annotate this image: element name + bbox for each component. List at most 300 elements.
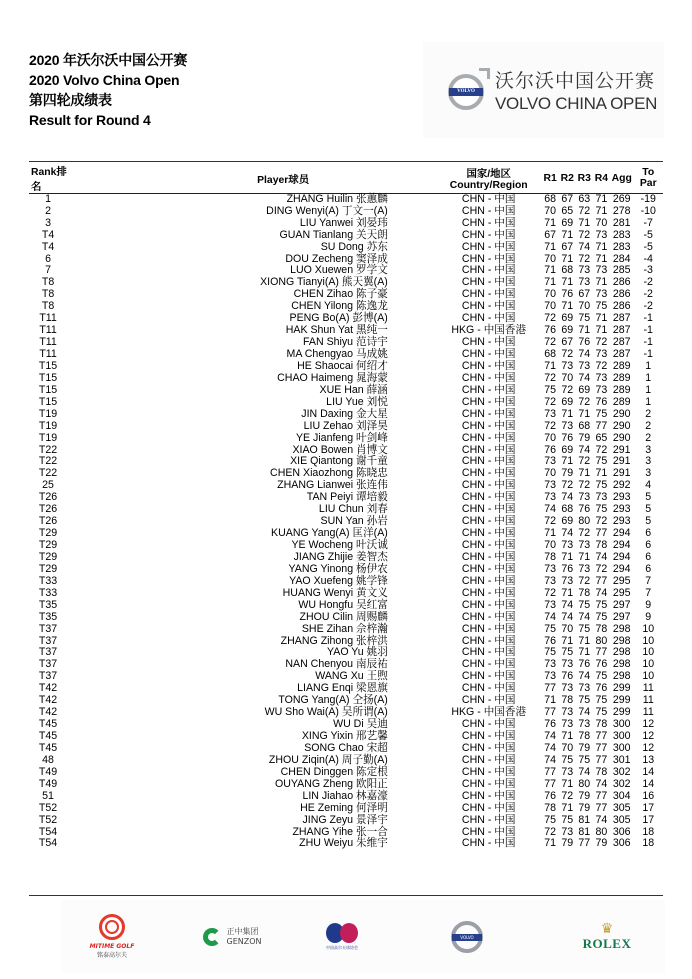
- cell-to-par: 6: [645, 539, 652, 552]
- cell-player: OUYANG Zheng 欧阳正: [274, 777, 388, 790]
- cell-to-par: 13: [642, 753, 655, 766]
- cell-r3: 72: [578, 204, 591, 217]
- cell-r2: 69: [561, 395, 574, 408]
- cell-r4: 73: [595, 491, 608, 504]
- cell-r3: 73: [578, 276, 591, 289]
- cell-to-par: 2: [645, 407, 652, 420]
- volvo-icon: VOLVO: [451, 921, 483, 953]
- cell-country: CHN - 中国: [461, 646, 516, 659]
- cell-r4: 75: [595, 300, 608, 313]
- cell-country: CHN - 中国: [461, 407, 516, 420]
- cell-r2: 73: [561, 718, 574, 731]
- cell-r3: 74: [578, 610, 591, 623]
- cell-player: LIANG Enqi 梁恩旗: [297, 682, 388, 695]
- cell-rank: T35: [38, 598, 58, 611]
- cell-to-par: -1: [643, 348, 653, 361]
- cell-rank: T29: [38, 539, 58, 552]
- cell-r2: 72: [561, 479, 574, 492]
- cell-rank: T49: [38, 765, 58, 778]
- sponsor-rolex-logo: ♛ ROLEX: [582, 920, 632, 951]
- cell-country: CHN - 中国: [461, 765, 516, 778]
- swirl-icon: [99, 914, 125, 940]
- cell-player: CHEN Zihao 陈子豪: [293, 288, 388, 301]
- table-row: [29, 241, 663, 253]
- cell-player: ZHANG Huilin 张蕙麟: [286, 193, 388, 206]
- cell-r3: 81: [578, 813, 591, 826]
- cell-r1: 76: [544, 789, 557, 802]
- cell-agg: 298: [612, 622, 631, 635]
- cell-country: CHN - 中国: [461, 491, 516, 504]
- cell-r3: 75: [578, 753, 591, 766]
- cell-r1: 71: [544, 264, 557, 277]
- cell-r2: 72: [561, 383, 574, 396]
- cell-country: CHN - 中国: [461, 383, 516, 396]
- cell-r3: 79: [578, 789, 591, 802]
- cell-r1: 77: [544, 682, 557, 695]
- cell-r4: 78: [595, 539, 608, 552]
- cell-r4: 72: [595, 562, 608, 575]
- cell-agg: 291: [612, 455, 631, 468]
- cell-r4: 77: [595, 789, 608, 802]
- cell-country: CHN - 中国: [461, 312, 516, 325]
- cell-agg: 291: [612, 467, 631, 480]
- cell-r2: 79: [561, 467, 574, 480]
- cell-agg: 294: [612, 550, 631, 563]
- cell-r1: 77: [544, 765, 557, 778]
- cell-rank: T26: [38, 515, 58, 528]
- cell-r2: 76: [561, 670, 574, 683]
- cell-r1: 73: [544, 670, 557, 683]
- table-bottom-rule: [29, 895, 663, 896]
- col-header-r2: R2: [559, 163, 576, 194]
- cell-to-par: -2: [643, 276, 653, 289]
- cell-agg: 283: [612, 228, 631, 241]
- cell-rank: T29: [38, 527, 58, 540]
- cell-player: XIONG Tianyi(A) 熊天翼(A): [260, 276, 388, 289]
- cell-to-par: 6: [645, 550, 652, 563]
- cell-player: ZHU Weiyu 朱维宇: [299, 837, 388, 850]
- table-header-row: [29, 163, 663, 194]
- cell-player: KUANG Yang(A) 匡洋(A): [271, 527, 388, 540]
- cell-r3: 71: [578, 550, 591, 563]
- cell-r1: 72: [544, 515, 557, 528]
- cell-rank: 51: [42, 789, 54, 802]
- cell-r2: 69: [561, 515, 574, 528]
- cell-rank: T11: [39, 348, 57, 361]
- cell-r1: 75: [544, 813, 557, 826]
- cell-rank: T22: [38, 467, 58, 480]
- cell-rank: T45: [38, 730, 58, 743]
- cell-to-par: 1: [645, 395, 652, 408]
- cell-rank: T33: [38, 586, 58, 599]
- cell-r2: 69: [561, 443, 574, 456]
- cell-rank: T29: [38, 562, 58, 575]
- cell-rank: T19: [38, 419, 58, 432]
- cell-r2: 71: [561, 550, 574, 563]
- cell-r3: 68: [578, 419, 591, 432]
- table-row: [29, 552, 663, 564]
- cell-r4: 74: [595, 813, 608, 826]
- cell-r1: 73: [544, 479, 557, 492]
- cell-to-par: -3: [643, 264, 653, 277]
- cell-r4: 77: [595, 574, 608, 587]
- cell-country: CHN - 中国: [461, 371, 516, 384]
- table-row: [29, 707, 663, 719]
- cell-r4: 78: [595, 622, 608, 635]
- table-row: [29, 576, 663, 588]
- cell-to-par: 3: [645, 443, 652, 456]
- table-row: [29, 719, 663, 731]
- cell-country: CHN - 中国: [461, 288, 516, 301]
- table-row: [29, 205, 663, 217]
- cell-r2: 71: [561, 252, 574, 265]
- cell-player: FAN Shiyu 范诗宇: [303, 336, 388, 349]
- cell-rank: T11: [39, 324, 57, 337]
- cell-r1: 71: [544, 216, 557, 229]
- cell-agg: 289: [612, 371, 631, 384]
- cell-r1: 72: [544, 312, 557, 325]
- cell-rank: 25: [42, 479, 54, 492]
- cell-r1: 74: [544, 610, 557, 623]
- cell-r3: 74: [578, 765, 591, 778]
- cell-r3: 72: [578, 455, 591, 468]
- table-body: [29, 194, 663, 851]
- cell-rank: T37: [38, 634, 58, 647]
- cell-rank: T45: [38, 741, 58, 754]
- cell-to-par: -10: [640, 204, 656, 217]
- cell-r3: 80: [578, 777, 591, 790]
- cell-agg: 294: [612, 562, 631, 575]
- cell-r2: 76: [561, 431, 574, 444]
- cell-player: LIU Chun 刘春: [318, 503, 388, 516]
- cell-to-par: 11: [642, 694, 654, 707]
- cell-r1: 71: [544, 240, 557, 253]
- cell-rank: T22: [38, 443, 58, 456]
- cell-rank: T26: [38, 503, 58, 516]
- cell-player: SU Dong 苏东: [320, 240, 388, 253]
- cell-country: CHN - 中国: [461, 777, 516, 790]
- cell-to-par: -1: [643, 312, 653, 325]
- cell-player: ZHANG Yihe 张一合: [292, 825, 388, 838]
- title-line-en-round: Result for Round 4: [29, 112, 151, 128]
- cell-r4: 74: [595, 550, 608, 563]
- cell-r3: 72: [578, 527, 591, 540]
- table-row: [29, 408, 663, 420]
- cell-country: CHN - 中国: [461, 610, 516, 623]
- cell-r3: 69: [578, 383, 591, 396]
- cell-r4: 70: [595, 216, 608, 229]
- cell-player: CHEN Xiaozhong 陈晓忠: [270, 467, 388, 480]
- cell-rank: 1: [45, 193, 51, 206]
- cell-r4: 71: [595, 312, 608, 325]
- cell-r3: 73: [578, 562, 591, 575]
- cell-r3: 81: [578, 825, 591, 838]
- cell-player: WU Hongfu 吴红富: [298, 598, 388, 611]
- cell-to-par: 16: [642, 789, 655, 802]
- cell-player: HAK Shun Yat 黑纯一: [285, 324, 388, 337]
- cell-r1: 72: [544, 419, 557, 432]
- cell-player: DOU Zecheng 窦泽成: [285, 252, 388, 265]
- cell-player: HUANG Wenyi 黄文义: [282, 586, 388, 599]
- sponsor-volvo-logo: [437, 900, 497, 973]
- table-row: [29, 755, 663, 767]
- cell-country: CHN - 中国: [461, 574, 516, 587]
- cell-to-par: 2: [645, 419, 652, 432]
- cell-r3: 79: [578, 431, 591, 444]
- cell-to-par: 3: [645, 467, 652, 480]
- cell-r3: 75: [578, 694, 591, 707]
- col-header-rank: Rank排名: [29, 163, 67, 194]
- cell-r4: 73: [595, 348, 608, 361]
- cell-r1: 77: [544, 777, 557, 790]
- cell-agg: 290: [612, 419, 631, 432]
- cell-r2: 75: [561, 646, 574, 659]
- cell-rank: T29: [38, 550, 58, 563]
- cell-country: CHN - 中国: [461, 336, 516, 349]
- cell-country: CHN - 中国: [461, 503, 516, 516]
- cell-to-par: 1: [645, 371, 652, 384]
- cell-r2: 67: [561, 240, 574, 253]
- cell-r4: 71: [595, 276, 608, 289]
- cell-rank: T19: [38, 431, 58, 444]
- cell-r4: 78: [595, 718, 608, 731]
- table-row: [29, 767, 663, 779]
- cell-agg: 300: [612, 730, 631, 743]
- cell-country: CHN - 中国: [461, 539, 516, 552]
- cell-to-par: -2: [643, 300, 653, 313]
- cell-agg: 300: [612, 741, 631, 754]
- cell-r3: 78: [578, 730, 591, 743]
- cell-player: JING Zeyu 景泽宇: [302, 813, 388, 826]
- cell-country: CHN - 中国: [461, 718, 516, 731]
- sponsor-mitime-logo: MITIME GOLF 铭泰高尔夫: [67, 900, 157, 973]
- cell-agg: 287: [612, 336, 631, 349]
- cell-agg: 287: [612, 312, 631, 325]
- table-row: [29, 743, 663, 755]
- cell-agg: 290: [612, 407, 631, 420]
- cell-player: HE Zeming 何泽明: [300, 801, 388, 814]
- cell-rank: T15: [38, 395, 58, 408]
- cell-r1: 73: [544, 562, 557, 575]
- cell-country: CHN - 中国: [461, 694, 516, 707]
- cell-player: JIANG Zhijie 姜智杰: [293, 550, 388, 563]
- cell-country: CHN - 中国: [461, 562, 516, 575]
- cell-to-par: 14: [642, 777, 655, 790]
- cell-r3: 76: [578, 336, 591, 349]
- cell-rank: T15: [38, 383, 58, 396]
- cell-player: YAO Yu 姚羽: [326, 646, 388, 659]
- cell-to-par: 18: [642, 825, 655, 838]
- cell-r1: 74: [544, 741, 557, 754]
- cell-r2: 71: [561, 586, 574, 599]
- cell-r3: 71: [578, 646, 591, 659]
- cell-r1: 76: [544, 718, 557, 731]
- cell-to-par: 9: [645, 610, 652, 623]
- cell-r2: 68: [561, 503, 574, 516]
- cell-agg: 290: [612, 431, 631, 444]
- cell-country: CHN - 中国: [461, 359, 516, 372]
- cell-country: CHN - 中国: [461, 658, 516, 671]
- cell-r4: 77: [595, 419, 608, 432]
- title-line-en-event: 2020 Volvo China Open: [29, 72, 180, 88]
- cell-r3: 74: [578, 670, 591, 683]
- cell-country: CHN - 中国: [461, 252, 516, 265]
- cell-r1: 74: [544, 753, 557, 766]
- cell-r4: 75: [595, 455, 608, 468]
- cell-r1: 72: [544, 371, 557, 384]
- cell-r3: 80: [578, 515, 591, 528]
- cell-r2: 73: [561, 825, 574, 838]
- cell-r1: 72: [544, 825, 557, 838]
- cell-to-par: 11: [642, 682, 654, 695]
- cell-r2: 69: [561, 312, 574, 325]
- crown-icon: ♛: [600, 920, 614, 937]
- cell-to-par: 17: [642, 801, 655, 814]
- table-row: [29, 540, 663, 552]
- cell-country: HKG - 中国香港: [451, 706, 527, 719]
- cell-r2: 74: [561, 491, 574, 504]
- cell-rank: T4: [41, 228, 55, 241]
- cell-agg: 289: [612, 359, 631, 372]
- cell-country: CHN - 中国: [461, 527, 516, 540]
- col-header-player: Player球员: [67, 163, 436, 194]
- cell-player: DING Wenyi(A) 丁文一(A): [266, 204, 388, 217]
- cell-agg: 292: [612, 479, 631, 492]
- cell-rank: T11: [39, 312, 57, 325]
- cell-to-par: -19: [640, 193, 656, 206]
- logo-text-cn: 沃尔沃中国公开赛: [495, 70, 656, 92]
- cell-r2: 70: [561, 622, 574, 635]
- cell-r4: 73: [595, 264, 608, 277]
- cell-r3: 75: [578, 622, 591, 635]
- cell-r3: 75: [578, 312, 591, 325]
- cell-r3: 73: [578, 682, 591, 695]
- cell-r3: 73: [578, 359, 591, 372]
- cell-r1: 75: [544, 646, 557, 659]
- cell-player: JIN Daxing 金大星: [301, 407, 388, 420]
- table-row: [29, 731, 663, 743]
- cell-r2: 67: [561, 336, 574, 349]
- cell-country: CHN - 中国: [461, 586, 516, 599]
- cell-agg: 299: [612, 694, 631, 707]
- cell-r3: 72: [578, 228, 591, 241]
- table-row: [29, 838, 663, 850]
- cell-r4: 73: [595, 288, 608, 301]
- cell-to-par: 3: [645, 455, 652, 468]
- cell-player: ZHANG Zihong 张梓洪: [280, 634, 388, 647]
- cell-r4: 77: [595, 527, 608, 540]
- cell-agg: 298: [612, 658, 631, 671]
- cell-r1: 71: [544, 837, 557, 850]
- cell-to-par: 6: [645, 562, 652, 575]
- cell-r4: 72: [595, 443, 608, 456]
- sponsor-cga-logo: 中国高尔夫球协会: [312, 900, 372, 973]
- cell-r4: 78: [595, 765, 608, 778]
- cell-country: CHN - 中国: [461, 670, 516, 683]
- cell-rank: 7: [45, 264, 51, 277]
- cell-r3: 63: [578, 193, 591, 206]
- cell-r1: 71: [544, 694, 557, 707]
- cell-r4: 72: [595, 336, 608, 349]
- cell-player: XIE Qiantong 谢千童: [290, 455, 388, 468]
- cell-rank: T45: [38, 718, 58, 731]
- table-row: [29, 599, 663, 611]
- cell-agg: 293: [612, 491, 631, 504]
- cell-rank: T37: [38, 646, 58, 659]
- cell-agg: 283: [612, 240, 631, 253]
- cell-r2: 71: [561, 228, 574, 241]
- cell-r3: 74: [578, 371, 591, 384]
- cell-rank: T8: [41, 288, 55, 301]
- cell-rank: T26: [38, 491, 58, 504]
- cell-to-par: 12: [642, 718, 655, 731]
- cell-r3: 71: [578, 407, 591, 420]
- cell-to-par: 10: [642, 634, 655, 647]
- cell-r4: 76: [595, 395, 608, 408]
- cell-agg: 302: [612, 777, 631, 790]
- cell-player: WU Di 吴迪: [333, 718, 388, 731]
- cell-r1: 71: [544, 359, 557, 372]
- cell-r4: 77: [595, 730, 608, 743]
- cell-player: TAN Peiyi 谭培毅: [306, 491, 388, 504]
- cell-r2: 69: [561, 216, 574, 229]
- cell-agg: 289: [612, 383, 631, 396]
- cell-country: CHN - 中国: [461, 789, 516, 802]
- cell-agg: 289: [612, 395, 631, 408]
- cell-r2: 74: [561, 610, 574, 623]
- cell-to-par: 7: [645, 574, 652, 587]
- cell-player: YE Jianfeng 叶剑峰: [295, 431, 388, 444]
- cell-r1: 72: [544, 336, 557, 349]
- cell-agg: 293: [612, 503, 631, 516]
- cell-rank: 6: [45, 252, 51, 265]
- cell-to-par: -1: [643, 324, 653, 337]
- cell-r2: 73: [561, 706, 574, 719]
- cell-country: CHN - 中国: [461, 730, 516, 743]
- cell-agg: 287: [612, 324, 631, 337]
- cell-r4: 75: [595, 610, 608, 623]
- cell-r2: 67: [561, 193, 574, 206]
- cell-country: CHN - 中国: [461, 216, 516, 229]
- cell-r2: 71: [561, 634, 574, 647]
- cell-to-par: 5: [645, 515, 652, 528]
- table-row: [29, 432, 663, 444]
- cell-player: YAO Xuefeng 姚学锋: [289, 574, 388, 587]
- cell-agg: 297: [612, 610, 631, 623]
- cell-to-par: 5: [645, 491, 652, 504]
- cell-to-par: 1: [645, 383, 652, 396]
- col-header-country: 国家/地区Country/Region: [436, 163, 542, 194]
- cell-r3: 74: [578, 348, 591, 361]
- cell-rank: T15: [38, 371, 58, 384]
- cell-to-par: 18: [642, 837, 655, 850]
- results-table: [29, 163, 663, 850]
- cell-r1: 73: [544, 407, 557, 420]
- cell-country: CHN - 中国: [461, 348, 516, 361]
- cell-agg: 295: [612, 586, 631, 599]
- cell-r4: 71: [595, 193, 608, 206]
- cell-r1: 74: [544, 730, 557, 743]
- cell-country: CHN - 中国: [461, 240, 516, 253]
- cell-r4: 73: [595, 228, 608, 241]
- cell-agg: 298: [612, 646, 631, 659]
- cell-country: CHN - 中国: [461, 550, 516, 563]
- cell-r2: 75: [561, 813, 574, 826]
- cell-r4: 71: [595, 467, 608, 480]
- cell-r1: 68: [544, 348, 557, 361]
- event-logo: [423, 42, 664, 138]
- cell-r4: 75: [595, 706, 608, 719]
